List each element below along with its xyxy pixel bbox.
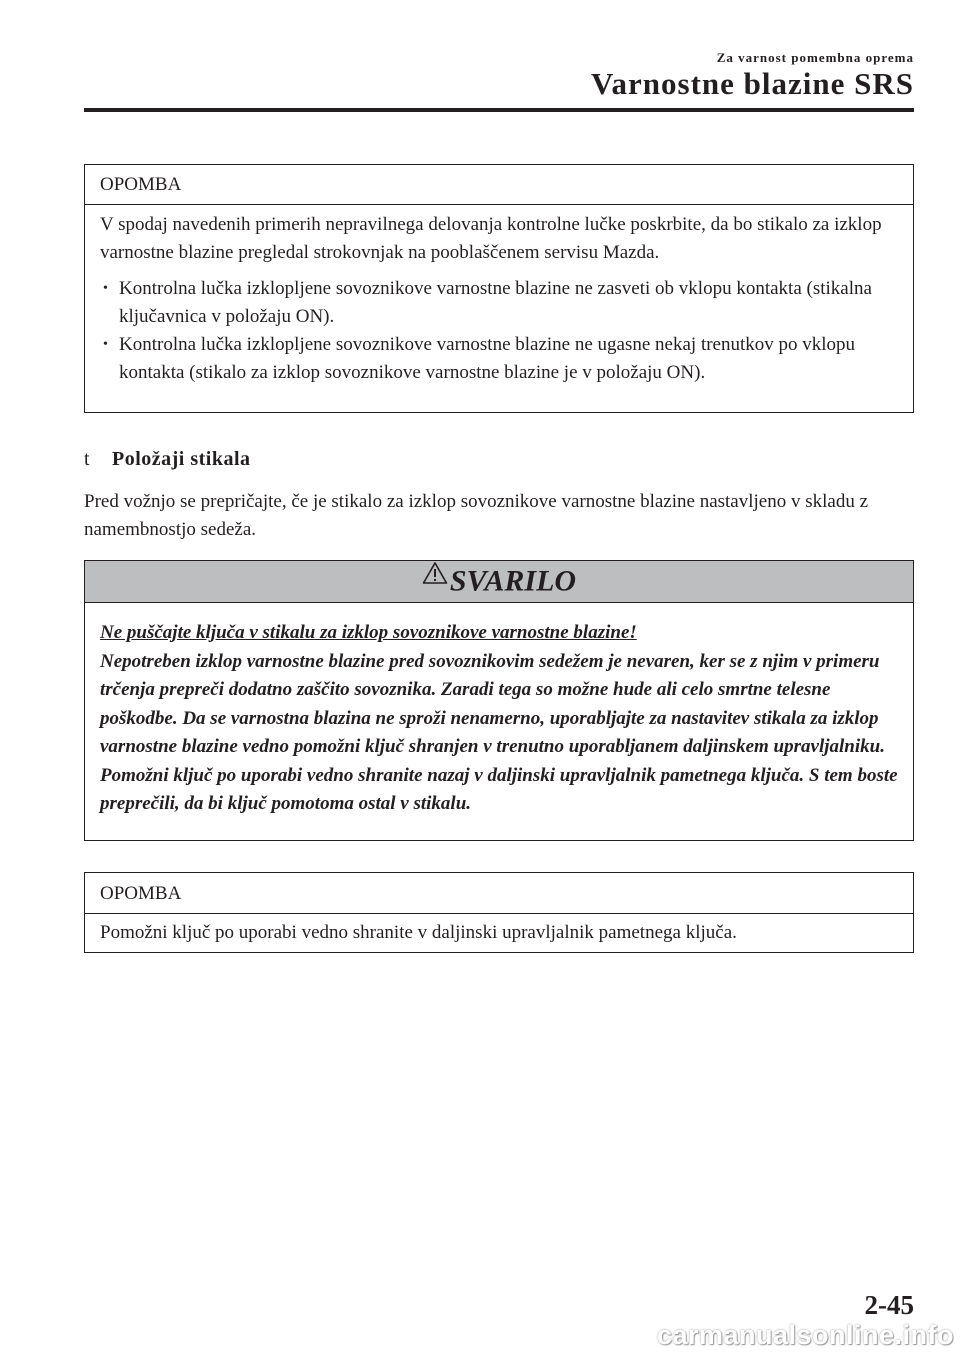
- note-box-2: [84, 872, 914, 953]
- header-rule: [84, 108, 914, 112]
- warning-body: [85, 603, 913, 819]
- section-paragraph: Pred vožnjo se prepričajte, če je stikalo za izklop sovoznikove varnostne blazine nastavljeno v skladu z namembnostjo sedeža.: [84, 491, 869, 540]
- note-bullet-list: [100, 275, 898, 387]
- section-marker-icon: t: [84, 448, 91, 470]
- bullet-icon: •: [103, 337, 108, 352]
- note-bullet-item: [100, 275, 898, 331]
- section-heading: [84, 448, 251, 471]
- section-heading-text: Položaji stikala: [112, 448, 251, 470]
- note-body: [85, 205, 913, 387]
- note-label-2: OPOMBA: [85, 873, 913, 914]
- note-intro: V spodaj navedenih primerih nepravilnega delovanja kontrolne lučke poskrbite, da bo stikalo za izklop varnostne blazine pregledal strokovnjak na pooblaščenem servisu Mazda.: [100, 214, 882, 263]
- running-header-section: Za varnost pomembna oprema: [716, 50, 914, 65]
- note-bullet-text: Kontrolna lučka izklopljene sovoznikove varnostne blazine ne zasveti ob vklopu kontakta (stikalna ključavnica v položaju ON).: [119, 278, 872, 327]
- warning-lead: Ne puščajte ključa v stikalu za izklop sovoznikove varnostne blazine!: [100, 622, 637, 643]
- warning-title: SVARILO: [449, 564, 577, 598]
- warning-header: [85, 561, 913, 603]
- note-box: [84, 164, 914, 413]
- warning-text: Nepotreben izklop varnostne blazine pred sovoznikovim sedežem je nevaren, ker se z njim v primeru trčenja prepreči dodatno zaščito sovoznika. Zaradi tega so možne hude ali celo smrtne telesne poškodbe. Da se varnostna blazina ne sproži nenamerno, uporabljajte za nastavitev stikala za izklop varnostne blazine vedno pomožni ključ shranjen v trenutno uporabljanem daljinskem upravljalniku. Pomožni ključ po uporabi vedno shranite nazaj v daljinski upravljalnik pametnega ključa. S tem boste preprečili, da bi ključ pomotoma ostal v stikalu.: [100, 650, 898, 814]
- running-header-title: Varnostne blazine SRS: [590, 66, 914, 101]
- bullet-icon: •: [103, 281, 108, 296]
- watermark: carmanualsonline.info: [656, 1320, 954, 1350]
- note-text-2: Pomožni ključ po uporabi vedno shranite v daljinski upravljalnik pametnega ključa.: [100, 922, 737, 943]
- note-bullet-text: Kontrolna lučka izklopljene sovoznikove varnostne blazine ne ugasne nekaj trenutkov po vklopu kontakta (stikalo za izklop sovoznikove varnostne blazine je v položaju ON).: [119, 334, 856, 383]
- warning-triangle-icon: [422, 561, 448, 601]
- warning-box: [84, 560, 914, 841]
- note-bullet-item: [100, 331, 898, 387]
- page-number: 2-45: [864, 1290, 914, 1320]
- note-label: OPOMBA: [85, 165, 913, 205]
